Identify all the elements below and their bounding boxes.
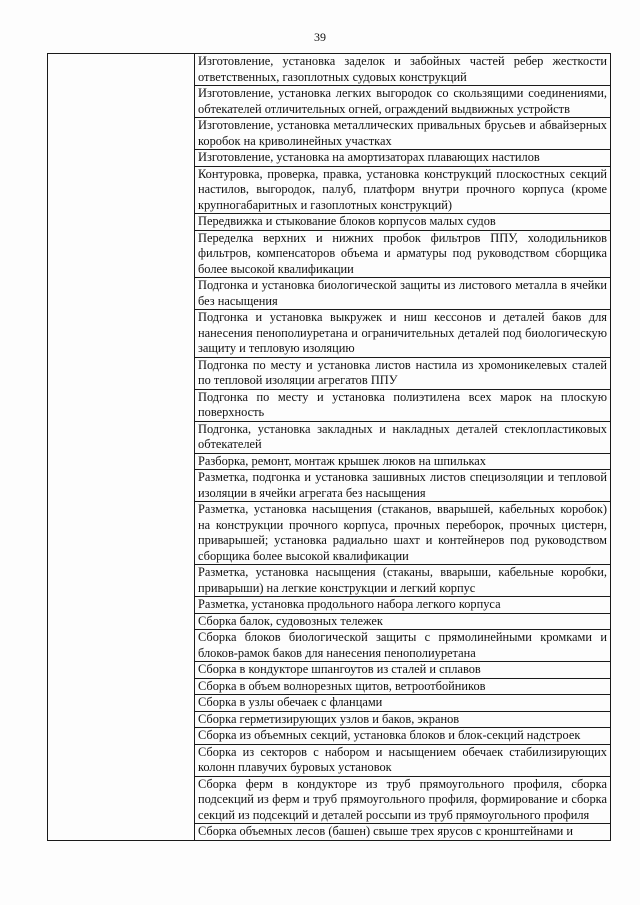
work-description: Подгонка по месту и установка полиэтилена всех марок на плоскую поверхность bbox=[195, 389, 611, 421]
work-description: Сборка блоков биологической защиты с прямолинейными кромками и блоков-рамок баков для нанесения пенополиуретана bbox=[195, 630, 611, 662]
work-description: Переделка верхних и нижних пробок фильтров ППУ, холодильников фильтров, компенсаторов объема и арматуры под руководством сборщика более высокой квалификации bbox=[195, 230, 611, 278]
work-description: Контуровка, проверка, правка, установка конструкций плоскостных секций настилов, выгородок, палуб, платформ внутри прочного корпуса (кроме крупногабаритных и газоплотных конструкций) bbox=[195, 166, 611, 214]
work-description: Изготовление, установка заделок и забойных частей ребер жесткости ответственных, газоплотных судовых конструкций bbox=[195, 54, 611, 86]
work-description: Изготовление, установка легких выгородок со скользящими соединениями, обтекателей отличительных огней, ограждений выдвижных устройств bbox=[195, 86, 611, 118]
work-description: Изготовление, установка металлических привальных брусьев и абвайзерных коробок на криволинейных участках bbox=[195, 118, 611, 150]
empty-left-column bbox=[48, 54, 195, 841]
work-description: Изготовление, установка на амортизаторах плавающих настилов bbox=[195, 150, 611, 167]
work-description: Сборка в узлы обечаек с фланцами bbox=[195, 695, 611, 712]
work-description: Подгонка и установка выкружек и ниш кессонов и деталей баков для нанесения пенополиуретана и ограничительных деталей под биологическую защиту и тепловую изоляцию bbox=[195, 310, 611, 358]
work-description: Сборка ферм в кондукторе из труб прямоугольного профиля, сборка подсекций из ферм и труб прямоугольного профиля, формирование и сборка секций из подсекций и деталей россыпи из труб прямоугольного профиля bbox=[195, 776, 611, 824]
work-description: Сборка в кондукторе шпангоутов из сталей и сплавов bbox=[195, 662, 611, 679]
works-table-body bbox=[48, 54, 611, 841]
work-description: Разборка, ремонт, монтаж крышек люков на шпильках bbox=[195, 453, 611, 470]
table-row bbox=[48, 54, 611, 86]
work-description: Сборка герметизирующих узлов и баков, экранов bbox=[195, 711, 611, 728]
work-description: Разметка, установка продольного набора легкого корпуса bbox=[195, 597, 611, 614]
work-description: Сборка из секторов с набором и насыщением обечаек стабилизирующих колонн плавучих буровых установок bbox=[195, 744, 611, 776]
work-description: Разметка, установка насыщения (стаканов, вварышей, кабельных коробок) на конструкции прочного корпуса, прочных переборок, прочных цистерн, приварышей; установка радиально шахт и контейнеров под руководством сборщика более высокой квалификации bbox=[195, 502, 611, 565]
work-description: Сборка в объем волнорезных щитов, ветроотбойников bbox=[195, 678, 611, 695]
work-description: Подгонка, установка закладных и накладных деталей стеклопластиковых обтекателей bbox=[195, 421, 611, 453]
work-description: Подгонка и установка биологической защиты из листового металла в ячейки без насыщения bbox=[195, 278, 611, 310]
page-number: 39 bbox=[314, 30, 326, 44]
work-description: Подгонка по месту и установка листов настила из хромоникелевых сталей по тепловой изоляции агрегатов ППУ bbox=[195, 357, 611, 389]
work-description: Разметка, подгонка и установка зашивных листов специзоляции и тепловой изоляции в ячейки агрегата без насыщения bbox=[195, 470, 611, 502]
works-table bbox=[47, 53, 611, 841]
work-description: Передвижка и стыкование блоков корпусов малых судов bbox=[195, 214, 611, 231]
work-description: Разметка, установка насыщения (стаканы, вварыши, кабельные коробки, приварыши) на легкие конструкции и легкий корпус bbox=[195, 565, 611, 597]
work-description: Сборка балок, судовозных тележек bbox=[195, 613, 611, 630]
work-description: Сборка из объемных секций, установка блоков и блок-секций надстроек bbox=[195, 728, 611, 745]
work-description: Сборка объемных лесов (башен) свыше трех ярусов с кронштейнами и bbox=[195, 824, 611, 841]
